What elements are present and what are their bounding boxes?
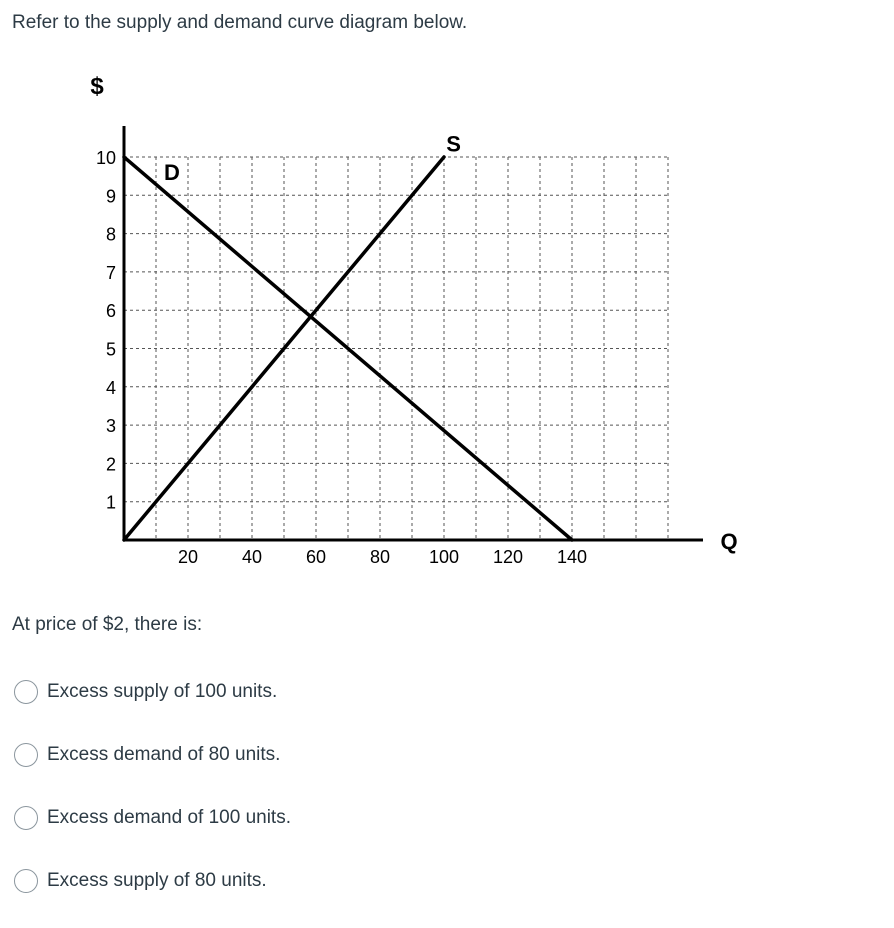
radio-button[interactable]	[14, 680, 38, 704]
y-tick-label: 4	[105, 377, 116, 398]
y-tick-label: 2	[105, 454, 116, 475]
radio-button[interactable]	[14, 869, 38, 893]
radio-button[interactable]	[14, 743, 38, 767]
x-tick-label: 20	[177, 547, 199, 567]
question-prompt: Refer to the supply and demand curve diagram below.	[12, 12, 468, 33]
y-tick-label: 6	[105, 301, 116, 322]
y-tick-label: 10	[95, 148, 116, 168]
answer-label: Excess demand of 80 units.	[47, 744, 281, 765]
y-tick-label: 8	[105, 224, 116, 245]
answer-label: Excess supply of 80 units.	[47, 870, 267, 891]
x-tick-label: 100	[428, 547, 460, 567]
answer-option-2[interactable]	[14, 739, 291, 771]
y-tick-label: 7	[105, 262, 116, 283]
answer-label: Excess demand of 100 units.	[47, 807, 291, 828]
chart-axes	[123, 126, 703, 541]
question-text: At price of $2, there is:	[12, 614, 203, 635]
chart-ticks	[96, 148, 587, 567]
y-axis-label: $	[90, 73, 104, 100]
answer-list	[14, 676, 291, 928]
x-tick-label: 120	[492, 547, 524, 567]
x-tick-label: 80	[369, 547, 391, 567]
y-tick-label: 3	[105, 416, 116, 437]
x-tick-label: 140	[556, 547, 588, 567]
chart-series	[124, 131, 572, 540]
x-tick-label: 60	[305, 547, 327, 567]
answer-option-4[interactable]	[14, 865, 291, 897]
answer-option-1[interactable]	[14, 676, 291, 708]
answer-option-3[interactable]	[14, 802, 291, 834]
x-axis-label: Q	[720, 529, 738, 554]
y-tick-label: 9	[105, 186, 116, 207]
series-label-d: D	[164, 159, 180, 185]
x-tick-label: 40	[241, 547, 263, 567]
y-tick-label: 1	[105, 492, 116, 513]
answer-label: Excess supply of 100 units.	[47, 681, 278, 702]
radio-button[interactable]	[14, 806, 38, 830]
series-label-s: S	[446, 131, 461, 157]
y-tick-label: 5	[105, 339, 116, 360]
